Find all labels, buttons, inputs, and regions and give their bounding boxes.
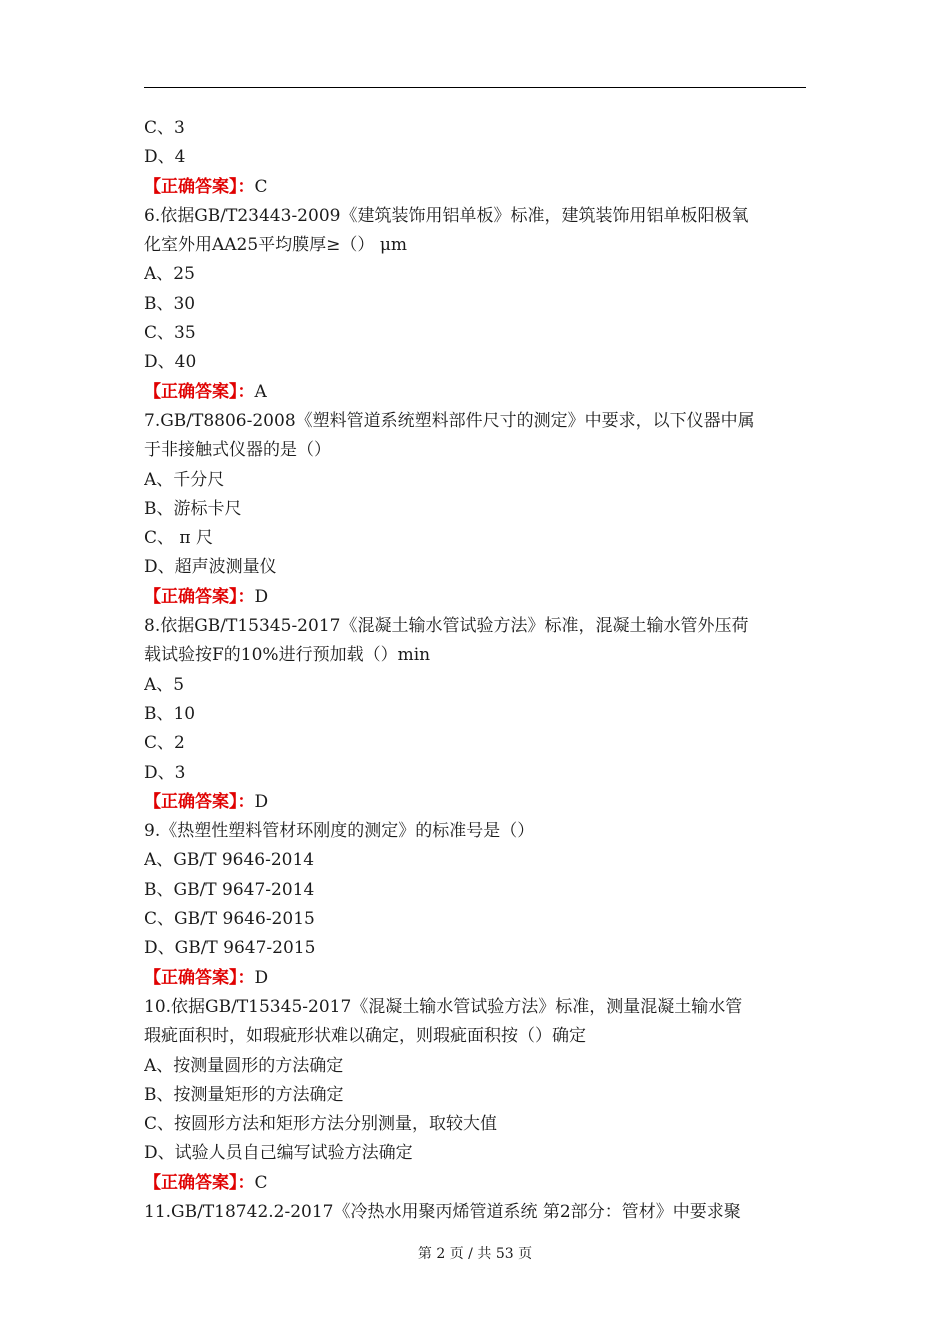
text-line: 于非接触式仪器的是（） [144,440,331,461]
text-line: C、2 [144,733,185,754]
text-line: 7.GB/T8806-2008《塑料管道系统塑料部件尺寸的测定》中要求，以下仪器中属 [144,410,755,431]
text-line: A、千分尺 [144,469,225,490]
text-line: 载试验按F的10%进行预加载（）min [144,645,431,666]
text-line: A、5 [144,674,185,695]
correct-answer-label: 【正确答案】： [144,967,255,988]
text-line: C、GB/T 9646-2015 [144,909,315,930]
correct-answer-label: 【正确答案】： [144,586,255,607]
correct-answer-label: 【正确答案】： [144,381,255,402]
text-line: D、GB/T 9647-2015 [144,938,316,959]
correct-answer-label: 【正确答案】： [144,791,255,812]
text-line: D、超声波测量仪 [144,557,277,578]
text-line: 6.依据GB/T23443-2009《建筑装饰用铝单板》标准，建筑装饰用铝单板阳极氧 [144,205,749,226]
footer-prefix: 第 [417,1246,437,1262]
text-line: C、按圆形方法和矩形方法分别测量，取较大值 [144,1114,498,1135]
correct-answer-line [144,788,806,817]
footer-middle: 页 / 共 [445,1246,496,1262]
text-line: D、4 [144,147,186,168]
footer-suffix: 页 [513,1246,533,1262]
text-line: D、40 [144,352,197,373]
text-line: 瑕疵面积时，如瑕疵形状难以确定，则瑕疵面积按（）确定 [144,1026,586,1047]
correct-answer-label: 【正确答案】： [144,1172,255,1193]
text-line: C、 π 尺 [144,528,213,549]
text-line: B、GB/T 9647-2014 [144,879,315,900]
footer-total-pages: 53 [495,1246,514,1262]
correct-answer-line [144,173,806,202]
question-content [144,114,806,1227]
correct-answer-line [144,1169,806,1198]
text-line: B、游标卡尺 [144,498,242,519]
text-line: D、3 [144,762,186,783]
header-rule [144,87,806,88]
correct-answer-line [144,964,806,993]
text-line: 8.依据GB/T15345-2017《混凝土输水管试验方法》标准，混凝土输水管外压荷 [144,616,749,637]
correct-answer-value: D [254,791,269,812]
text-line: D、试验人员自己编写试验方法确定 [144,1143,413,1164]
text-line: B、按测量矩形的方法确定 [144,1084,344,1105]
text-line: A、按测量圆形的方法确定 [144,1055,344,1076]
correct-answer-value: C [254,176,268,197]
correct-answer-value: C [254,1172,268,1193]
text-line: B、10 [144,703,196,724]
correct-answer-line [144,378,806,407]
page-footer [0,1244,950,1264]
correct-answer-value: A [254,381,267,402]
text-line: C、35 [144,323,196,344]
correct-answer-line [144,583,806,612]
text-line: A、25 [144,264,195,285]
text-line: 9.《热塑性塑料管材环刚度的测定》的标准号是（） [144,821,535,842]
correct-answer-value: D [254,586,269,607]
text-line: 化室外用AA25平均膜厚≥（） μm [144,235,408,256]
text-line: B、30 [144,293,196,314]
text-line: 10.依据GB/T15345-2017《混凝土输水管试验方法》标准，测量混凝土输水管 [144,996,743,1017]
correct-answer-value: D [254,967,269,988]
footer-page-number: 2 [436,1246,446,1262]
text-line: 11.GB/T18742.2-2017《冷热水用聚丙烯管道系统 第2部分：管材》中要求聚 [144,1201,741,1222]
correct-answer-label: 【正确答案】： [144,176,255,197]
text-line: A、GB/T 9646-2014 [144,850,315,871]
text-line: C、3 [144,118,185,138]
